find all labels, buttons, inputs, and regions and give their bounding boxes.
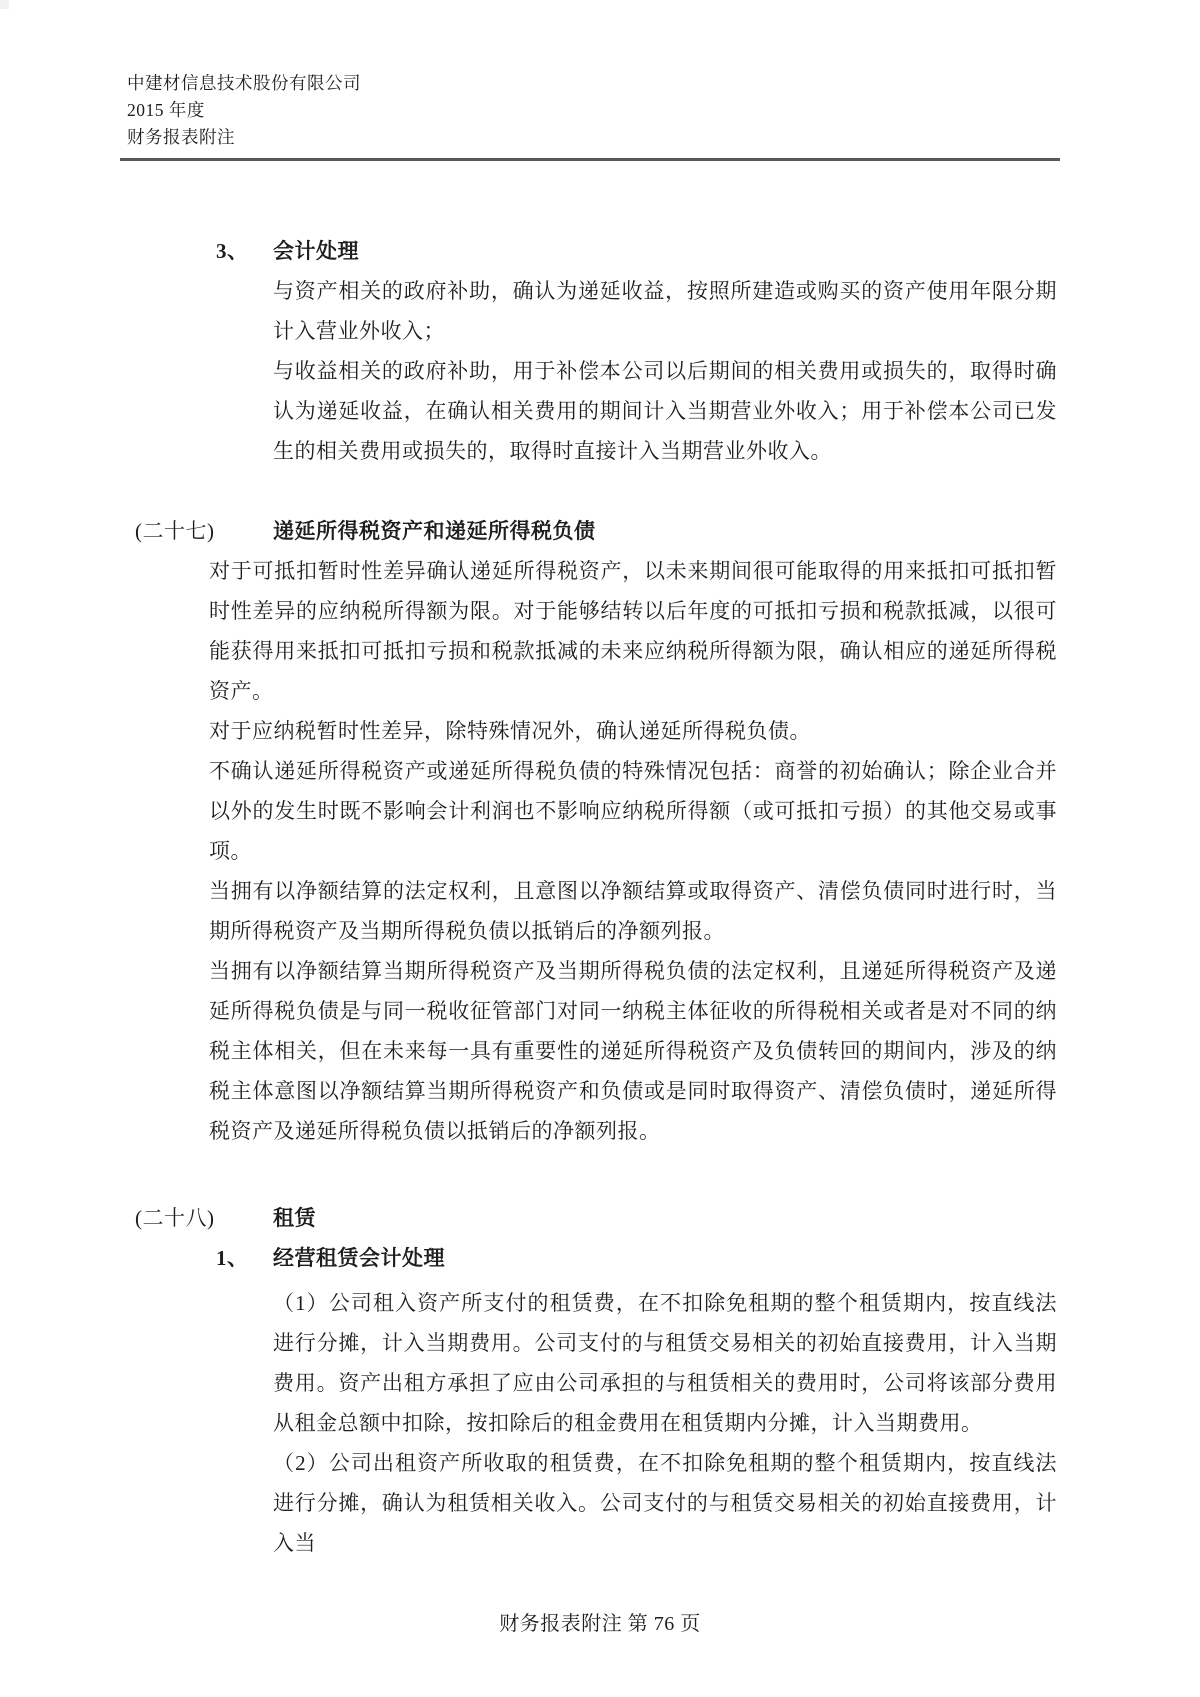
paragraph: 对于应纳税暂时性差异，除特殊情况外，确认递延所得税负债。 xyxy=(209,719,811,743)
chapter-number: (二十七) xyxy=(135,519,215,543)
page-footer xyxy=(0,1604,1200,1644)
chapter-title: 租赁 xyxy=(273,1206,316,1230)
paragraph: 当拥有以净额结算的法定权利，且意图以净额结算或取得资产、清偿负债同时进行时，当期所得税资产及当期所得税负债以抵销后的净额列报。 xyxy=(209,879,1057,943)
document-body xyxy=(0,231,1200,1563)
doc-title: 财务报表附注 xyxy=(127,127,235,147)
section-title: 会计处理 xyxy=(273,239,359,263)
subsection-heading xyxy=(0,1238,1200,1278)
subsection-number: 1、 xyxy=(216,1246,249,1270)
company-name: 中建材信息技术股份有限公司 xyxy=(127,73,361,93)
section-accounting-treatment xyxy=(0,231,1200,471)
section-deferred-tax xyxy=(0,511,1200,1151)
section-body xyxy=(273,271,1057,471)
paragraph: （1）公司租入资产所支付的租赁费，在不扣除免租期的整个租赁期内，按直线法进行分摊，计入当期费用。公司支付的与租赁交易相关的初始直接费用，计入当期费用。资产出租方承担了应由公司承担的与租赁相关的费用时，公司将该部分费用从租金总额中扣除，按扣除后的租金费用在租赁期内分摊，计入当期费用。 xyxy=(273,1291,1057,1435)
chapter-title: 递延所得税资产和递延所得税负债 xyxy=(273,519,596,543)
paragraph: 当拥有以净额结算当期所得税资产及当期所得税负债的法定权利，且递延所得税资产及递延所得税负债是与同一税收征管部门对同一纳税主体征收的所得税相关或者是对不同的纳税主体相关，但在未来每一具有重要性的递延所得税资产及负债转回的期间内，涉及的纳税主体意图以净额结算当期所得税资产和负债或是同时取得资产、清偿负债时，递延所得税资产及递延所得税负债以抵销后的净额列报。 xyxy=(209,959,1057,1143)
chapter-heading xyxy=(0,511,1200,551)
section-leases xyxy=(0,1198,1200,1563)
paragraph: 与收益相关的政府补助，用于补偿本公司以后期间的相关费用或损失的，取得时确认为递延收益，在确认相关费用的期间计入当期营业外收入；用于补偿本公司已发生的相关费用或损失的，取得时直接计入当期营业外收入。 xyxy=(273,359,1057,463)
chapter-body xyxy=(209,551,1057,1151)
page-header xyxy=(0,0,1200,151)
paragraph: 与资产相关的政府补助，确认为递延收益，按照所建造或购买的资产使用年限分期计入营业外收入； xyxy=(273,279,1057,343)
subsection-title: 经营租赁会计处理 xyxy=(273,1246,445,1270)
section-heading xyxy=(0,231,1200,271)
header-divider xyxy=(120,158,1060,161)
chapter-number: (二十八) xyxy=(135,1206,215,1230)
subsection-body xyxy=(273,1283,1057,1563)
section-number: 3、 xyxy=(216,239,249,263)
report-year: 2015 年度 xyxy=(127,100,205,120)
scan-artifact xyxy=(0,0,9,9)
page-footer-text: 财务报表附注 第 76 页 xyxy=(499,1613,701,1635)
paragraph: 不确认递延所得税资产或递延所得税负债的特殊情况包括：商誉的初始确认；除企业合并以外的发生时既不影响会计利润也不影响应纳税所得额（或可抵扣亏损）的其他交易或事项。 xyxy=(209,759,1057,863)
paragraph: 对于可抵扣暂时性差异确认递延所得税资产，以未来期间很可能取得的用来抵扣可抵扣暂时性差异的应纳税所得额为限。对于能够结转以后年度的可抵扣亏损和税款抵减，以很可能获得用来抵扣可抵扣亏损和税款抵减的未来应纳税所得额为限，确认相应的递延所得税资产。 xyxy=(209,559,1057,703)
chapter-heading xyxy=(0,1198,1200,1238)
paragraph: （2）公司出租资产所收取的租赁费，在不扣除免租期的整个租赁期内，按直线法进行分摊，确认为租赁相关收入。公司支付的与租赁交易相关的初始直接费用，计入当 xyxy=(273,1451,1057,1555)
